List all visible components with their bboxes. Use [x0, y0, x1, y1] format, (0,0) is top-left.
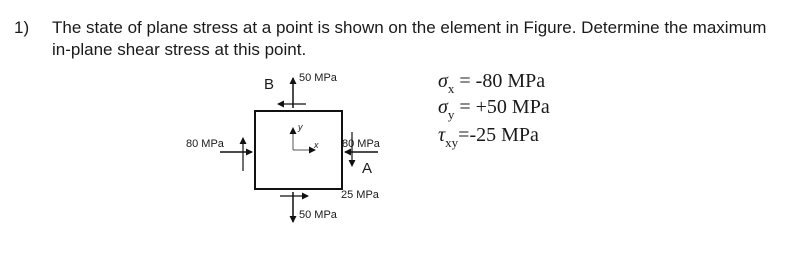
right-stress-label: 80 MPa [342, 138, 380, 150]
axis-y-label: y [298, 122, 303, 132]
point-b-label: B [264, 76, 275, 93]
question-text-line1: The state of plane stress at a point is shown on the element in Figure. Determine the maximum [52, 18, 767, 37]
top-stress-label: 50 MPa [299, 72, 337, 84]
point-a-label: A [362, 160, 373, 177]
tau-xy-equation: $\tau_{xy}=-25$ MPa [438, 124, 539, 150]
stress-element-figure [180, 66, 420, 236]
question-text-line2: in-plane shear stress at this point. [52, 40, 307, 59]
sigma-y-equation: $\sigma_y = +50$ MPa [438, 96, 550, 122]
axis-x-label: x [314, 140, 319, 150]
sigma-x-equation: $\sigma_x = -80$ MPa [438, 70, 546, 96]
shear-stress-label: 25 MPa [341, 189, 379, 201]
left-stress-label: 80 MPa [186, 138, 224, 150]
bottom-stress-label: 50 MPa [299, 209, 337, 221]
question-number: 1) [14, 18, 30, 37]
